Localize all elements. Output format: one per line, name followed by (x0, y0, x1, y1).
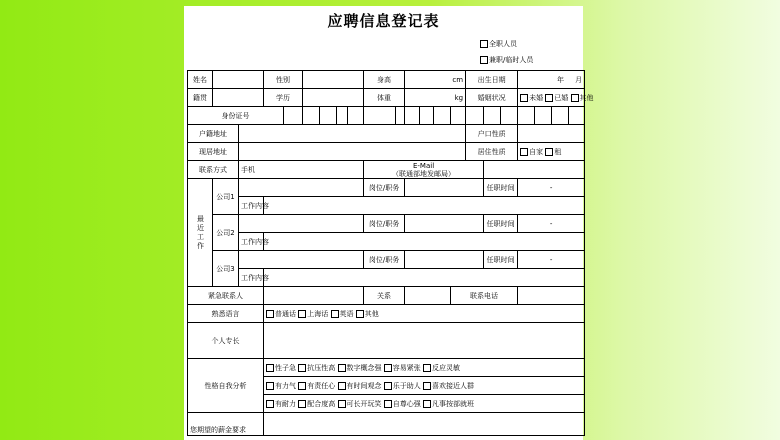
personality-row-1[interactable]: 性子急 抗压性高 数字概念强 容易紧张 反应灵敏 (264, 359, 585, 377)
input-salary-expectation[interactable] (264, 413, 585, 436)
label-position-1: 岗位/职务 (364, 179, 405, 197)
label-tenure-2: 任职时间 (484, 215, 518, 233)
input-native-place[interactable] (213, 89, 264, 107)
input-position-1[interactable] (405, 179, 484, 197)
trait-checkbox[interactable] (384, 400, 392, 408)
label-relation: 关系 (364, 287, 405, 305)
input-company-3[interactable] (239, 251, 364, 269)
id-digit[interactable] (466, 107, 484, 125)
label-birth-date: 出生日期 (466, 71, 518, 89)
id-digit[interactable] (552, 107, 569, 125)
option-parttime[interactable]: 兼职/临时人员 (480, 55, 533, 65)
id-digit[interactable] (420, 107, 434, 125)
label-salary-expectation: 您期望的薪金要求 (188, 413, 264, 436)
parttime-checkbox[interactable] (480, 56, 488, 64)
id-digit[interactable] (484, 107, 501, 125)
input-work-content-3[interactable] (264, 269, 585, 287)
input-height[interactable]: cm (405, 71, 466, 89)
marital-options[interactable]: 未婚 已婚 其他 (518, 89, 585, 107)
trait-checkbox[interactable] (338, 382, 346, 390)
input-email[interactable] (484, 161, 585, 179)
id-digit[interactable] (348, 107, 364, 125)
input-emergency-phone[interactable] (518, 287, 585, 305)
label-height: 身高 (364, 71, 405, 89)
id-digit[interactable] (535, 107, 552, 125)
other-language-checkbox[interactable] (356, 310, 364, 318)
input-tenure-1[interactable]: - (518, 179, 585, 197)
trait-checkbox[interactable] (266, 400, 274, 408)
application-form-table (187, 70, 594, 436)
fulltime-checkbox[interactable] (480, 40, 488, 48)
input-work-content-1[interactable] (264, 197, 585, 215)
label-id-number: 身份证号 (188, 107, 284, 125)
input-position-2[interactable] (405, 215, 484, 233)
label-work-content-3: 工作内容 (239, 269, 264, 287)
trait-checkbox[interactable] (338, 364, 346, 372)
id-digit[interactable] (284, 107, 303, 125)
label-current-address: 现居地址 (188, 143, 239, 161)
label-position-3: 岗位/职务 (364, 251, 405, 269)
input-household-type[interactable] (518, 125, 585, 143)
input-birth-date[interactable]: 年 月 (518, 71, 585, 89)
label-tenure-1: 任职时间 (484, 179, 518, 197)
input-tenure-3[interactable]: - (518, 251, 585, 269)
input-relation[interactable] (405, 287, 451, 305)
id-digit[interactable] (303, 107, 320, 125)
id-digit[interactable] (405, 107, 420, 125)
label-household-type: 户口性质 (466, 125, 518, 143)
input-company-2[interactable] (239, 215, 364, 233)
input-work-content-2[interactable] (264, 233, 585, 251)
id-digit[interactable] (434, 107, 451, 125)
mandarin-checkbox[interactable] (266, 310, 274, 318)
label-education: 学历 (264, 89, 303, 107)
label-name: 姓名 (188, 71, 213, 89)
form-title: 应聘信息登记表 (327, 12, 440, 30)
unmarried-checkbox[interactable] (520, 94, 528, 102)
personality-row-2[interactable]: 有力气 有责任心 有时间观念 乐于助人 喜欢接近人群 (264, 377, 585, 395)
label-tenure-3: 任职时间 (484, 251, 518, 269)
label-marital-status: 婚姻状况 (466, 89, 518, 107)
language-options[interactable]: 普通话 上海话 英语 其他 (264, 305, 585, 323)
id-digit[interactable] (501, 107, 518, 125)
input-education[interactable] (303, 89, 364, 107)
label-native-place: 籍贯 (188, 89, 213, 107)
label-company-3: 公司3 (213, 251, 239, 287)
option-fulltime[interactable]: 全职人员 (480, 39, 517, 49)
label-contact: 联系方式 (188, 161, 239, 179)
label-personality: 性格自我分析 (188, 359, 264, 413)
trait-checkbox[interactable] (298, 400, 306, 408)
label-company-1: 公司1 (213, 179, 239, 215)
label-recent-work: 最近工作 (188, 179, 213, 287)
id-digit[interactable] (518, 107, 535, 125)
input-position-3[interactable] (405, 251, 484, 269)
label-weight: 体重 (364, 89, 405, 107)
label-work-content-1: 工作内容 (239, 197, 264, 215)
id-digit[interactable] (569, 107, 585, 125)
id-digit[interactable] (451, 107, 466, 125)
label-residence-type: 居住性质 (466, 143, 518, 161)
shanghainese-checkbox[interactable] (298, 310, 306, 318)
id-digit[interactable] (320, 107, 337, 125)
trait-checkbox[interactable] (266, 382, 274, 390)
input-emergency-contact[interactable] (264, 287, 364, 305)
own-home-checkbox[interactable] (520, 148, 528, 156)
trait-checkbox[interactable] (338, 400, 346, 408)
input-tenure-2[interactable]: - (518, 215, 585, 233)
form-page (184, 6, 594, 440)
label-language: 熟悉语言 (188, 305, 264, 323)
id-digit[interactable] (337, 107, 348, 125)
label-household-address: 户籍地址 (188, 125, 239, 143)
input-name[interactable] (213, 71, 264, 89)
label-emergency-contact: 紧急联系人 (188, 287, 264, 305)
other-marital-checkbox[interactable] (571, 94, 579, 102)
id-digit[interactable] (364, 107, 396, 125)
input-household-address[interactable] (239, 125, 466, 143)
label-company-2: 公司2 (213, 215, 239, 251)
label-position-2: 岗位/职务 (364, 215, 405, 233)
rent-checkbox[interactable] (545, 148, 553, 156)
personality-row-3[interactable]: 有耐力 配合度高 可长开玩笑 自尊心强 凡事按部就班 (264, 395, 585, 413)
id-digit[interactable] (396, 107, 405, 125)
label-gender: 性别 (264, 71, 303, 89)
input-specialty[interactable] (264, 323, 585, 359)
trait-checkbox[interactable] (423, 400, 431, 408)
input-company-1[interactable] (239, 179, 364, 197)
trait-checkbox[interactable] (298, 364, 306, 372)
trait-checkbox[interactable] (266, 364, 274, 372)
input-gender[interactable] (303, 71, 364, 89)
residence-options[interactable]: 自家 租 (518, 143, 585, 161)
label-work-content-2: 工作内容 (239, 233, 264, 251)
input-mobile[interactable]: 手机 (239, 161, 364, 179)
married-checkbox[interactable] (545, 94, 553, 102)
input-weight[interactable]: kg (405, 89, 466, 107)
trait-checkbox[interactable] (423, 364, 431, 372)
trait-checkbox[interactable] (384, 382, 392, 390)
input-current-address[interactable] (239, 143, 466, 161)
trait-checkbox[interactable] (298, 382, 306, 390)
trait-checkbox[interactable] (423, 382, 431, 390)
label-specialty: 个人专长 (188, 323, 264, 359)
label-email: E-Mail （联通部地发邮局） (364, 161, 484, 179)
english-checkbox[interactable] (331, 310, 339, 318)
label-emergency-phone: 联系电话 (451, 287, 518, 305)
trait-checkbox[interactable] (384, 364, 392, 372)
